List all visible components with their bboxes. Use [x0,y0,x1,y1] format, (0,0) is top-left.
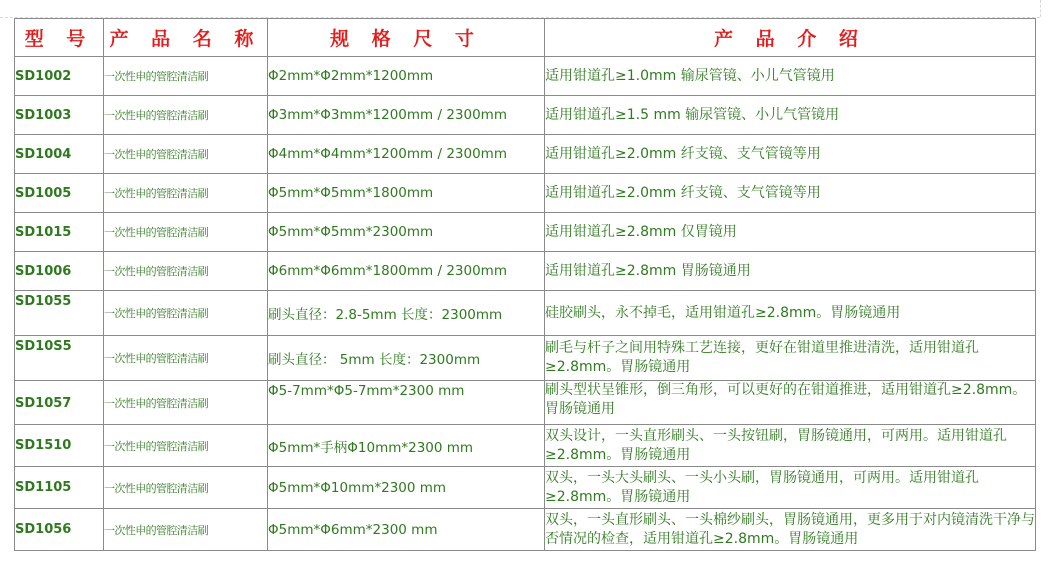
spec-cell: Φ2mm*Φ2mm*1200mm [268,57,545,96]
product-name-cell: 一次性申的管腔清洁刷 [104,213,268,252]
product-name-cell: 一次性申的管腔清洁刷 [104,336,268,381]
model-cell: SD1510 [15,425,104,467]
header-product-name: 产 品 名 称 [104,19,268,57]
product-name-cell: 一次性申的管腔清洁刷 [104,381,268,425]
spec-cell: Φ4mm*Φ4mm*1200mm / 2300mm [268,135,545,174]
spec-cell: 刷头直径：2.8-5mm 长度：2300mm [268,291,545,336]
model-cell: SD1015 [15,213,104,252]
table-row [15,336,1036,381]
table-row [15,252,1036,291]
spec-cell: Φ5mm*Φ6mm*2300 mm [268,509,545,551]
intro-cell: 适用钳道孔≥2.0mm 纤支镜、支气管镜等用 [545,174,1036,213]
product-name-cell: 一次性申的管腔清洁刷 [104,291,268,336]
table-row [15,425,1036,467]
spec-cell: Φ5-7mm*Φ5-7mm*2300 mm [268,381,545,425]
table-row [15,291,1036,336]
intro-cell: 适用钳道孔≥1.0mm 输尿管镜、小儿气管镜用 [545,57,1036,96]
model-cell: SD1057 [15,381,104,425]
table-header-row [15,19,1036,57]
product-name-cell: 一次性申的管腔清洁刷 [104,467,268,509]
table-row [15,381,1036,425]
intro-cell: 适用钳道孔≥2.0mm 纤支镜、支气管镜等用 [545,135,1036,174]
model-cell: SD1006 [15,252,104,291]
spec-cell: Φ3mm*Φ3mm*1200mm / 2300mm [268,96,545,135]
product-name-cell: 一次性申的管腔清洁刷 [104,252,268,291]
product-name-cell: 一次性申的管腔清洁刷 [104,96,268,135]
spec-cell: Φ6mm*Φ6mm*1800mm / 2300mm [268,252,545,291]
intro-cell: 适用钳道孔≥2.8mm 胃肠镜通用 [545,252,1036,291]
header-spec-size: 规 格 尺 寸 [268,19,545,57]
intro-cell: 刷毛与杆子之间用特殊工艺连接，更好在钳道里推进清洗，适用钳道孔≥2.8mm。胃肠镜通用 [545,336,1036,381]
model-cell: SD10S5 [15,336,104,381]
intro-cell: 硅胶刷头，永不掉毛，适用钳道孔≥2.8mm。胃肠镜通用 [545,291,1036,336]
header-product-intro: 产 品 介 绍 [545,19,1036,57]
header-model: 型 号 [15,19,104,57]
table-row [15,509,1036,551]
intro-cell: 双头，一头大头刷头、一头小头刷，胃肠镜通用，可两用。适用钳道孔≥2.8mm。胃肠镜通用 [545,467,1036,509]
table-row [15,96,1036,135]
spec-cell: Φ5mm*Φ5mm*1800mm [268,174,545,213]
model-cell: SD1002 [15,57,104,96]
spec-cell: 刷头直径： 5mm 长度：2300mm [268,336,545,381]
table-row [15,57,1036,96]
product-name-cell: 一次性申的管腔清洁刷 [104,57,268,96]
intro-cell: 适用钳道孔≥2.8mm 仅胃镜用 [545,213,1036,252]
spec-cell: Φ5mm*手柄Φ10mm*2300 mm [268,425,545,467]
table-row [15,135,1036,174]
intro-cell: 双头，一头直形刷头、一头棉纱刷头，胃肠镜通用，更多用于对内镜清洗干净与否情况的检查，适用钳道孔≥2.8mm。胃肠镜通用 [545,509,1036,551]
intro-cell: 适用钳道孔≥1.5 mm 输尿管镜、小儿气管镜用 [545,96,1036,135]
product-spec-table [14,18,1036,551]
product-name-cell: 一次性申的管腔清洁刷 [104,509,268,551]
product-name-cell: 一次性申的管腔清洁刷 [104,135,268,174]
table-row [15,467,1036,509]
spec-cell: Φ5mm*Φ10mm*2300 mm [268,467,545,509]
model-cell: SD1105 [15,467,104,509]
model-cell: SD1003 [15,96,104,135]
intro-cell: 刷头型状呈锥形，倒三角形，可以更好的在钳道推进，适用钳道孔≥2.8mm。胃肠镜通用 [545,381,1036,425]
model-cell: SD1004 [15,135,104,174]
product-name-cell: 一次性申的管腔清洁刷 [104,425,268,467]
model-cell: SD1056 [15,509,104,551]
page-margin-guide-vertical [1040,0,1041,17]
model-cell: SD1005 [15,174,104,213]
spec-cell: Φ5mm*Φ5mm*2300mm [268,213,545,252]
product-name-cell: 一次性申的管腔清洁刷 [104,174,268,213]
intro-cell: 双头设计，一头直形刷头、一头按钮刷，胃肠镜通用，可两用。适用钳道孔≥2.8mm。胃肠镜通用 [545,425,1036,467]
table-row [15,213,1036,252]
model-cell: SD1055 [15,291,104,336]
table-row [15,174,1036,213]
